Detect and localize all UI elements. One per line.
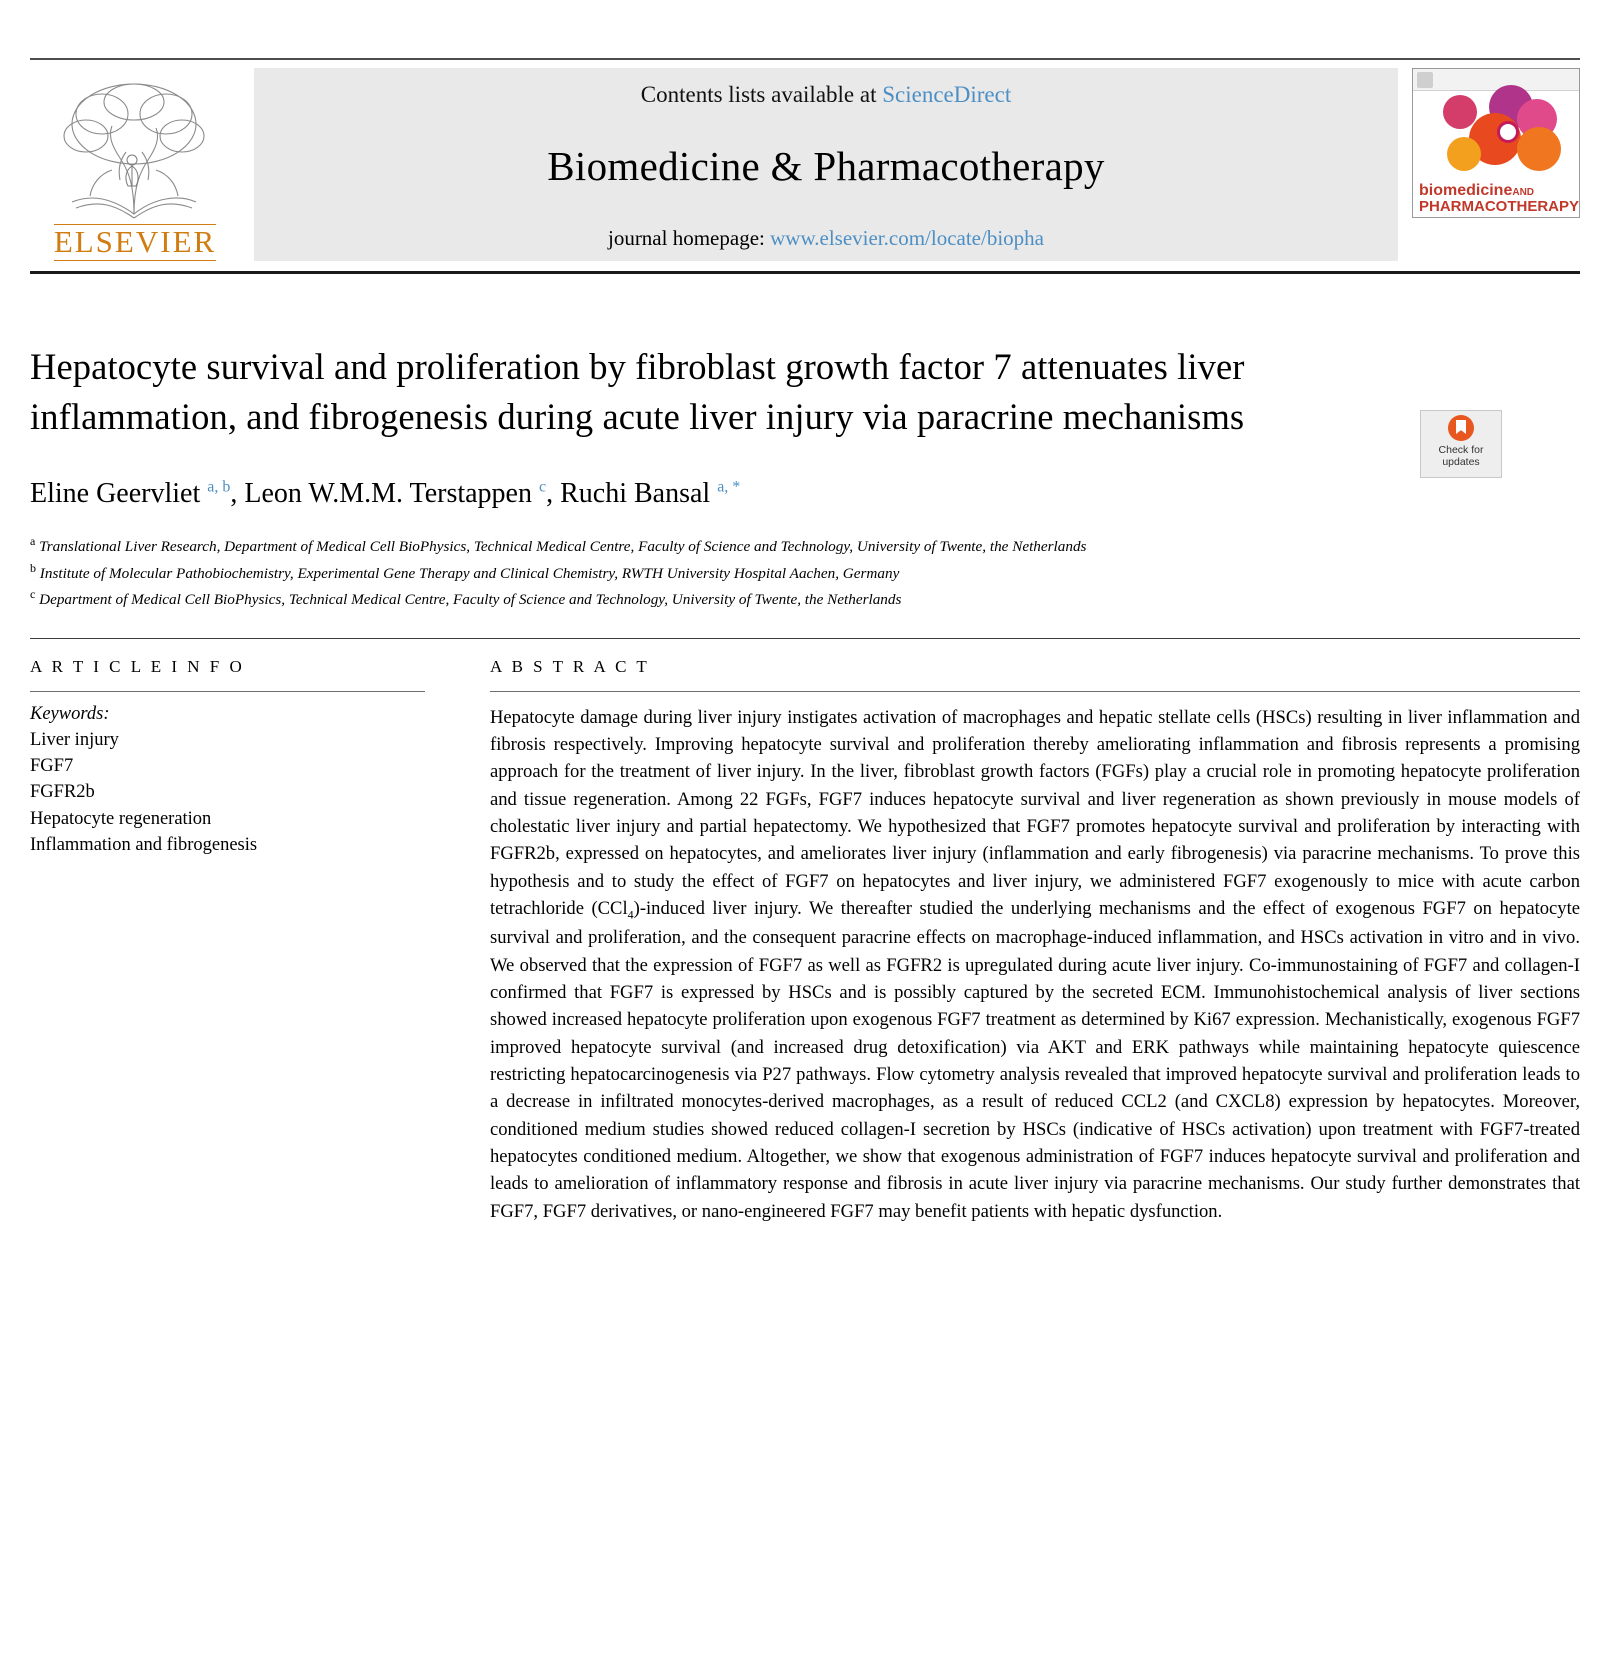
affiliation-item xyxy=(30,532,1330,559)
cover-title-line2: PHARMACOTHERAPY xyxy=(1419,198,1580,215)
check-for-updates-badge[interactable] xyxy=(1420,410,1502,478)
cover-blob-center xyxy=(1497,121,1519,143)
author-list xyxy=(30,476,1580,512)
crossmark-icon xyxy=(1448,415,1474,441)
keyword-item: FGFR2b xyxy=(30,782,95,803)
journal-cover-thumbnail[interactable] xyxy=(1412,68,1580,218)
abstract-text: Hepatocyte damage during liver injury instigates activation of macrophages and hepatic stellate cells (HSCs) resulting in liver inflammation and fibrosis respectively. Improving hepatocyte survival and proliferation thereby ameliorating inflammation and fibrosis represents a promising approach for the treatment of liver injury. In the liver, fibroblast growth factors (FGFs) play a crucial role in promoting hepatocyte proliferation and tissue regeneration. Among 22 FGFs, FGF7 induces hepatocyte survival and liver regeneration as shown previously in mouse models of cholestatic liver injury and partial hepatectomy. We hypothesized that FGF7 promotes hepatocyte survival and proliferation by interacting with FGFR2b, expressed on hepatocytes, and ameliorates liver injury (inflammation and early fibrogenesis) via paracrine mechanisms. To prove this hypothesis and to study the effect of FGF7 on hepatocytes and liver injury, we administered FGF7 exogenously to mice with acute carbon tetrachloride (CCl$_4$)-induced liver injury. We thereafter studied the underlying mechanisms and the effect of exogenous FGF7 on hepatocyte survival and proliferation, and the consequent paracrine effects on macrophage-induced inflammation, and HSCs activation in vitro and in vivo. We observed that the expression of FGF7 as well as FGFR2 is upregulated during acute liver injury. Co-immunostaining of FGF7 and collagen-I confirmed that FGF7 is expressed by HSCs and is possibly captured by the secreted ECM. Immunohistochemical analysis of liver sections showed increased hepatocyte proliferation upon exogenous FGF7 treatment as determined by Ki67 expression. Mechanistically, exogenous FGF7 improved hepatocyte survival (and increased drug detoxification) via AKT and ERK pathways while maintaining hepatocyte quiescence restricting hepatocarcinogenesis via P27 pathways. Flow cytometry analysis revealed that improved hepatocyte survival and proliferation leads to a decrease in infiltrated monocytes-derived macrophages, as a result of reduced CCL2 (and CXCL8) expression by hepatocytes. Moreover, conditioned medium studies showed reduced collagen-I secretion by HSCs (indicative of HSCs activation) upon treatment with FGF7-treated hepatocytes conditioned medium. Altogether, we show that exogenous administration of FGF7 induces hepatocyte survival and proliferation and leads to amelioration of inflammatory response and fibrosis in acute liver injury via paracrine mechanisms. Our study further demonstrates that FGF7, FGF7 derivatives, or nano-engineered FGF7 may benefit patients with hepatic dysfunction. xyxy=(490,706,1581,1222)
abstract-column xyxy=(490,657,1580,1225)
journal-name: Biomedicine & Pharmacotherapy xyxy=(547,142,1105,189)
sciencedirect-link[interactable]: ScienceDirect xyxy=(882,82,1012,107)
paper-page xyxy=(0,58,1610,1668)
contents-prefix: Contents lists available at xyxy=(640,82,877,107)
cover-blob xyxy=(1517,127,1561,171)
article-info-divider xyxy=(30,691,425,692)
cover-title-line1: biomedicine xyxy=(1419,182,1513,199)
authors-text: Eline Geervliet $^{a, b}$, Leon W.M.M. Terstappen $^c$, Ruchi Bansal $^{a, *}$ xyxy=(30,477,741,509)
elsevier-logo xyxy=(30,68,240,261)
affiliation-marker: c xyxy=(30,587,36,602)
header-divider xyxy=(30,271,1580,274)
elsevier-tree-icon xyxy=(42,74,228,222)
affiliation-marker: a xyxy=(30,533,36,548)
journal-header xyxy=(30,58,1580,261)
journal-homepage-line xyxy=(264,226,1388,251)
check-updates-line2: updates xyxy=(1442,456,1480,469)
affiliation-list xyxy=(30,532,1330,612)
homepage-prefix: journal homepage: xyxy=(607,225,765,250)
affiliation-text: Department of Medical Cell BioPhysics, Technical Medical Centre, Faculty of Science and Technology, University of Twente, the Netherlands xyxy=(39,591,902,609)
cover-blob xyxy=(1447,137,1481,171)
cover-topbar xyxy=(1413,69,1579,91)
keywords-list xyxy=(30,727,430,858)
cover-title-label xyxy=(1413,183,1579,215)
abstract-divider xyxy=(490,691,1580,692)
keyword-item: FGF7 xyxy=(30,756,74,777)
keyword-item: Inflammation and fibrogenesis xyxy=(30,834,258,855)
elsevier-wordmark: ELSEVIER xyxy=(53,224,217,259)
contents-line xyxy=(264,82,1388,108)
affiliation-text: Translational Liver Research, Department of Medical Cell BioPhysics, Technical Medical Centre, Faculty of Science and Technology, University of Twente, the Netherlands xyxy=(39,538,1087,555)
journal-header-center xyxy=(254,68,1398,261)
cover-title-and: AND xyxy=(1512,187,1535,198)
keyword-item: Hepatocyte regeneration xyxy=(30,808,212,829)
page-title: Hepatocyte survival and proliferation by fibroblast growth factor 7 attenuates liver inflammation, and fibrogenesis during acute liver injury via paracrine mechanisms xyxy=(30,345,1245,437)
article-info-heading: A R T I C L E I N F O xyxy=(30,656,245,676)
affiliation-text: Institute of Molecular Pathobiochemistry, Experimental Gene Therapy and Clinical Chemistry, RWTH University Hospital Aachen, Germany xyxy=(39,564,900,582)
affiliation-marker: b xyxy=(30,560,36,575)
journal-homepage-link[interactable]: www.elsevier.com/locate/biopha xyxy=(770,225,1044,250)
affiliation-item xyxy=(30,559,1330,586)
article-info-column xyxy=(30,657,430,1225)
cover-elsevier-mini-icon xyxy=(1417,72,1433,88)
abstract-heading: A B S T R A C T xyxy=(490,656,650,676)
affiliation-item xyxy=(30,585,1330,612)
info-abstract-columns xyxy=(30,638,1580,1225)
keywords-label: Keywords: xyxy=(30,703,110,724)
keyword-item: Liver injury xyxy=(30,729,119,750)
cover-blob xyxy=(1443,95,1477,129)
check-updates-line1: Check for xyxy=(1438,444,1484,456)
